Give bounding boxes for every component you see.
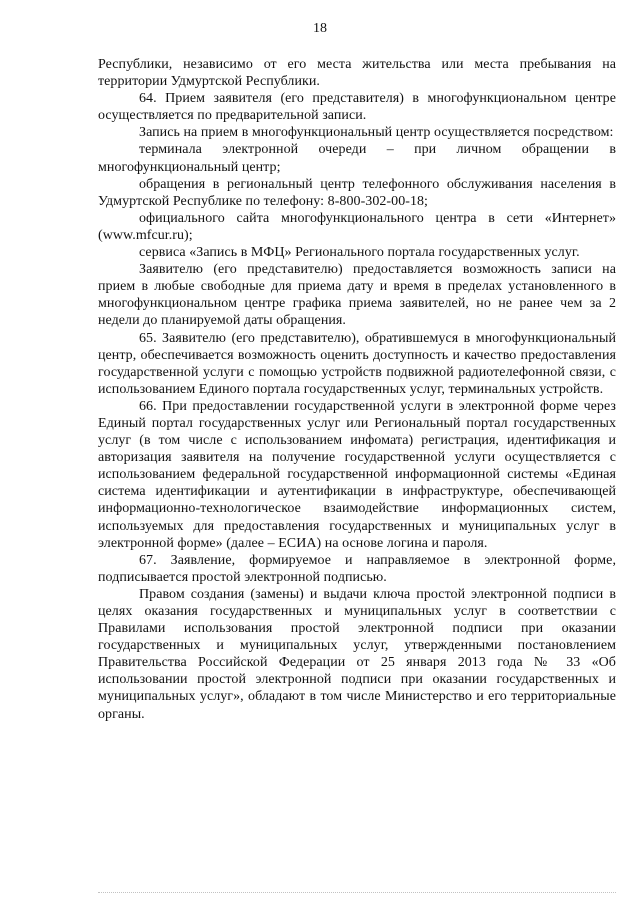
paragraph-66: 66. При предоставлении государственной услуги в электронной форме через Единый портал государственных услуг или Региональный портал государственных услуг (в том числе с использованием инфомата) регистрация, идентификация и авторизация заявителя на получение государственной услуги осуществляется с использованием федеральной государственной информационной системы «Единая система идентификации и аутентификации в инфраструктуре, обеспечивающей информационно-технологическое взаимодействие информационных систем, используемых для предоставления государственных и муниципальных услуг в электронной форме» (далее – ЕСИА) на основе логина и пароля. xyxy=(98,398,616,551)
page-number: 18 xyxy=(313,21,327,36)
paragraph-website: официального сайта многофункционального центра в сети «Интернет» (www.mfcur.ru); xyxy=(98,210,616,243)
paragraph-64: 64. Прием заявителя (его представителя) в многофункциональном центре осуществляется по предварительной записи. xyxy=(98,91,616,124)
document-body xyxy=(98,56,616,723)
paragraph-signature-rights: Правом создания (замены) и выдачи ключа простой электронной подписи в целях оказания государственных и муниципальных услуг в соответствии с Правилами использования простой электронной подписи при оказании государственных и муниципальных услуг, утвержденными постановлением Правительства Российской Федерации от 25 января 2013 года № 33 «Об использовании простой электронной подписи при оказании государственных и муниципальных услуг», обладают в том числе Министерство и его территориальные органы. xyxy=(98,586,616,722)
paragraph-terminal: терминала электронной очереди – при личном обращении в многофункциональный центр; xyxy=(98,142,616,175)
paragraph-phone: обращения в региональный центр телефонного обслуживания населения в Удмуртской Республике по телефону: 8-800-302-00-18; xyxy=(98,176,616,209)
paragraph-appointment-means: Запись на прием в многофункциональный центр осуществляется посредством: xyxy=(139,125,614,141)
paragraph-appointment-timing: Заявителю (его представителю) предоставляется возможность записи на прием в любые свободные для приема дату и время в пределах установленного в многофункциональном центре графика приема заявителей, но не ранее чем за 2 недели до планируемой даты обращения. xyxy=(98,262,616,329)
scan-artifact-line xyxy=(98,892,616,896)
paragraph-67: 67. Заявление, формируемое и направляемое в электронной форме, подписывается простой электронной подписью. xyxy=(98,552,616,585)
paragraph-continuation: Республики, независимо от его места жительства или места пребывания на территории Удмуртской Республики. xyxy=(98,57,616,90)
paragraph-portal-service: сервиса «Запись в МФЦ» Регионального портала государственных услуг. xyxy=(139,245,580,261)
paragraph-65: 65. Заявителю (его представителю), обратившемуся в многофункциональный центр, обеспечивается возможность оценить доступность и качество предоставления государственной услуги с помощью устройств подвижной радиотелефонной связи, с использованием Единого портала государственных услуг, терминальных устройств. xyxy=(98,330,616,397)
